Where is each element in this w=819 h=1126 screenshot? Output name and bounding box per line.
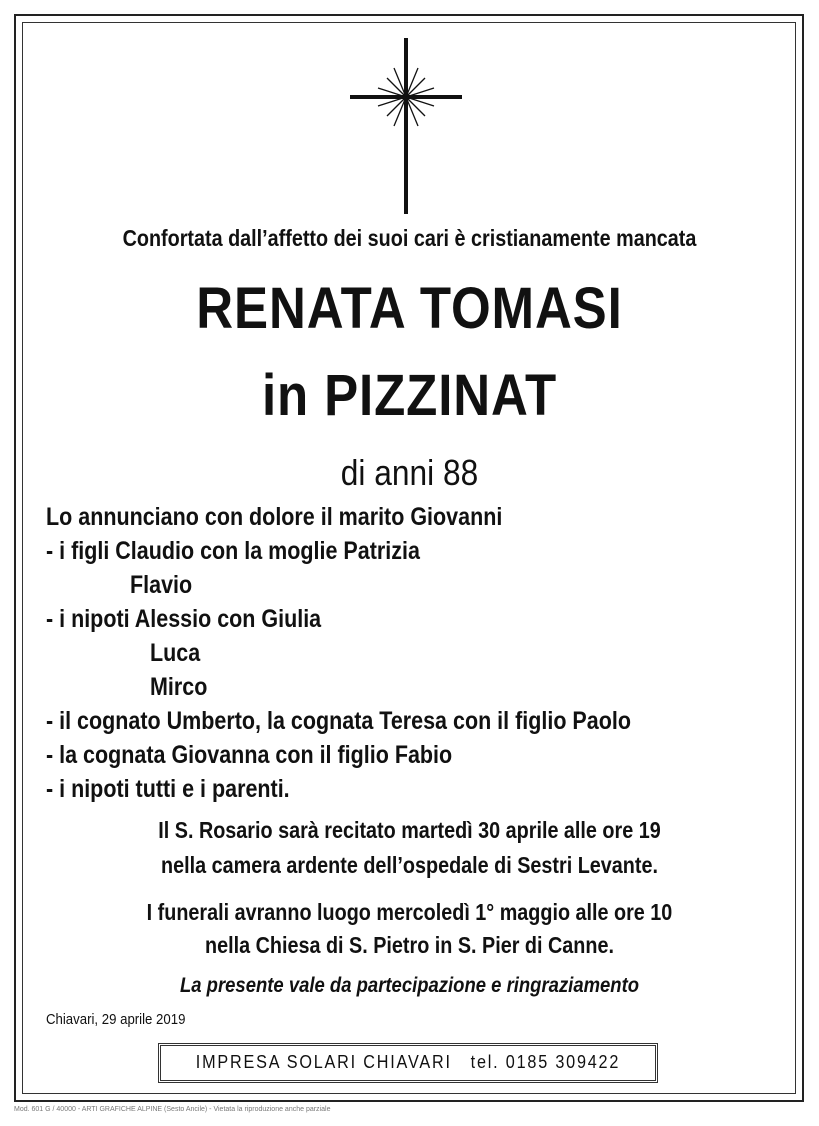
intro-text: Confortata dall’affetto dei suoi cari è cristianamente mancata [122, 225, 697, 251]
rosary-line: Il S. Rosario sarà recitato martedì 30 aprile alle ore 19 [158, 817, 661, 843]
family-line: - la cognata Giovanna con il figlio Fabio [46, 741, 453, 769]
funeral-line: nella Chiesa di S. Pietro in S. Pier di Canne. [205, 932, 614, 958]
deceased-married-name: in PIZZINAT [261, 363, 558, 428]
rosary-line: nella camera ardente dell’ospedale di Sestri Levante. [161, 852, 658, 878]
thanks-note: La presente vale da partecipazione e ringraziamento [179, 974, 640, 997]
print-footer: Mod. 601 G / 40000 - ARTI GRAFICHE ALPINE (Sesto Ancile) - Vietata la riproduzione anche parziale [14, 1106, 331, 1113]
family-line: - i nipoti tutti e i parenti. [46, 775, 290, 803]
family-line: - il cognato Umberto, la cognata Teresa con il figlio Paolo [46, 707, 631, 735]
family-line: Lo annunciano con dolore il marito Giovanni [46, 503, 503, 531]
age-text: di anni 88 [340, 452, 479, 493]
family-line: Flavio [130, 571, 193, 599]
funeral-line: I funerali avranno luogo mercoledì 1° maggio alle ore 10 [146, 899, 673, 925]
deceased-name: RENATA TOMASI [196, 276, 623, 341]
place-date: Chiavari, 29 aprile 2019 [46, 1011, 186, 1028]
family-line: - i figli Claudio con la moglie Patrizia [46, 537, 420, 565]
funeral-agency: IMPRESA SOLARI CHIAVARI tel. 0185 309422 [195, 1052, 621, 1072]
family-line: Luca [150, 639, 201, 667]
radiant-cross-icon [350, 38, 462, 214]
family-line: Mirco [150, 673, 208, 701]
family-line: - i nipoti Alessio con Giulia [46, 605, 322, 633]
